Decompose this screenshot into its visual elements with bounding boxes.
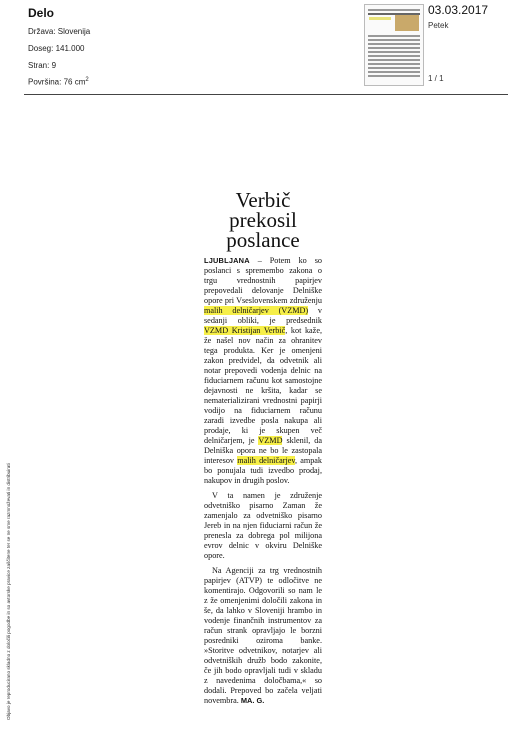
- thumb-line: [368, 47, 420, 49]
- paragraph: V ta namen je združenje odvetniško pisarno Zaman že zamenjalo za odvetniško pisarno Jereb in na njen fiduciarni račun že prenesla za dobrega pol milijona evrov delnic v okviru Delniške opore.: [204, 491, 322, 560]
- thumb-photo: [395, 15, 419, 31]
- highlight-keyword: malih delničarjev (VZMD): [204, 306, 309, 315]
- issue-date: 03.03.2017: [428, 3, 489, 17]
- highlight-keyword: malih delničarjev: [237, 456, 295, 465]
- highlight-keyword: VZMD: [258, 436, 283, 445]
- page-count: 1 / 1: [428, 74, 444, 83]
- thumb-line: [368, 43, 420, 45]
- issue-weekday: Petek: [428, 21, 449, 30]
- author-signature: MA. G.: [240, 696, 265, 705]
- thumb-line: [368, 63, 420, 65]
- paragraph: [204, 256, 322, 486]
- text-run: Na Agenciji za trg vrednostnih papirjev (ATVP) te odločitve ne komentirajo. Odgovorili so nam le z že omenjenimi določili zakona in še, da lahko v Sloveniji hrambo in vodenje finančnih instrumentov za račun strank opravljajo le borzni posredniki oziroma banke. »Storitve odvetnikov, notarjev ali odvetniških družb bodo zakonite, če jih bodo opravljali tudi v skladu z navedenima določbama,« so dodali. Prepoved bo začela veljati novembra.: [204, 566, 322, 705]
- highlight-keyword: VZMD Kristijan Verbič: [204, 326, 286, 335]
- text-run: , ampak bo ponujala tudi izvedbo prodaj, nakupov in drugih poslov.: [204, 456, 323, 485]
- thumb-highlight: [369, 17, 391, 20]
- publication-name: Delo: [28, 6, 55, 20]
- text-run: v sedanji obliki, je predsednik: [204, 306, 323, 325]
- thumb-line: [368, 9, 420, 11]
- area-unit-sup: 2: [85, 77, 89, 83]
- clipping-header: [28, 0, 508, 94]
- thumb-line: [368, 55, 420, 57]
- article-title: [204, 190, 322, 250]
- thumb-line: [368, 35, 420, 37]
- thumb-line: [368, 71, 420, 73]
- copyright-side-note: Objavo je reproducirano skladno z določili pogodbe in so avtorske pravice zaščitene ter se ne sme razmnoževati in distribuirati: [6, 463, 11, 720]
- country-label: Država: Slovenija: [28, 27, 91, 36]
- area-label: [28, 77, 89, 87]
- dateline: LJUBLJANA: [204, 256, 250, 265]
- page-label: Stran: 9: [28, 61, 57, 70]
- thumb-line: [368, 67, 420, 69]
- text-run: , kot kaže, že našel nov način za ohranitev tega produkta. Ker je omenjeni zakon predvidel, da odvetnik ali notar prepovedi vodenja delnic na fiduciarnem računu kot samostojne dejavnosti ne kršita, kadar se nematerializirani vrednostni papirji vodijo na fiduciarnem računu zaradi izvedbe posla nakupa ali prodaje, ki je skupen več delničarjem, je: [204, 326, 322, 445]
- paragraph: [204, 566, 322, 706]
- thumb-line: [368, 39, 420, 41]
- title-line: Verbič: [235, 188, 291, 212]
- article: [204, 190, 322, 711]
- thumb-line: [368, 59, 420, 61]
- title-line: poslance: [226, 228, 300, 252]
- header-divider: [24, 94, 508, 95]
- text-run: – Potem ko so poslanci s spremembo zakona o trgu vrednostnih papirjev prepovedali delovanje Delniške opore pri Vseslovenskem združenju: [204, 256, 322, 305]
- article-body: [204, 256, 322, 706]
- title-line: prekosil: [229, 208, 297, 232]
- thumb-line: [368, 51, 420, 53]
- text-run: sklenil, da Delniška opora ne bo le zastopala interesov: [204, 436, 323, 465]
- reach-label: Doseg: 141.000: [28, 44, 85, 53]
- page-thumbnail[interactable]: [364, 4, 424, 86]
- area-value: Površina: 76 cm: [28, 77, 86, 87]
- thumb-line: [368, 75, 420, 77]
